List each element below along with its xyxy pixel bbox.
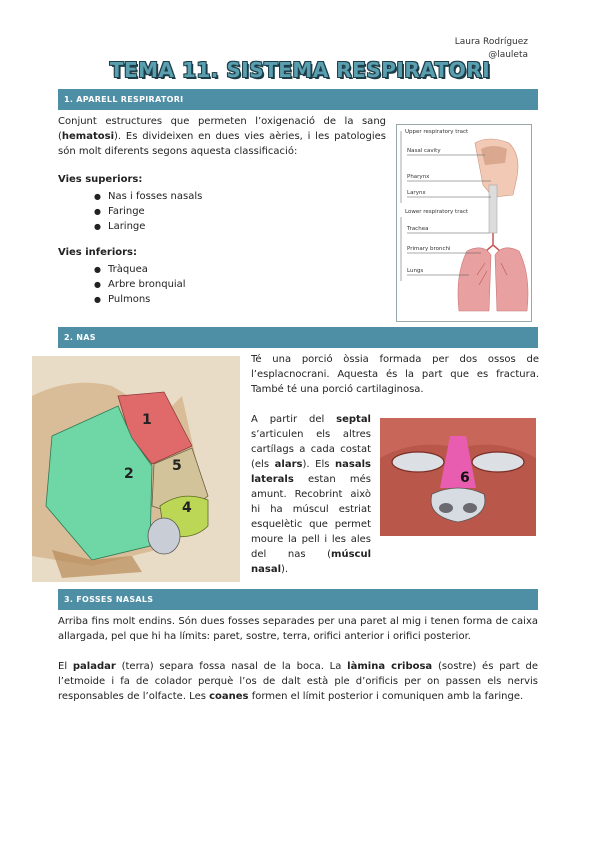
list-item: ● Laringe [94, 219, 202, 234]
section-header-1: 1. APARELL RESPIRATORI [58, 89, 538, 110]
upper-airways-list [58, 189, 202, 234]
figure-number-4: 4 [182, 500, 192, 516]
label-trachea: Trachea [407, 226, 429, 232]
section-header-2: 2. NAS [58, 327, 538, 348]
lower-airways-title: Vies inferiors: [58, 247, 137, 258]
list-item: ● Pulmons [94, 292, 186, 307]
label-pharynx: Pharynx [407, 174, 430, 180]
author-handle: @lauleta [488, 50, 528, 60]
section-3-paragraph-2: El paladar (terra) separa fossa nasal de la boca. La làmina cribosa (sostre) és part de l’etmoide i fa de colador perquè l’os de dalt està ple d’orificis per on passen els nervis responsables de l’olfacte. Les coanes formen el límit posterior i comuniquen amb la faringe. [58, 661, 538, 702]
nasal-skeleton-illustration [32, 356, 240, 582]
label-larynx: Larynx [407, 190, 426, 196]
figure-number-1: 1 [142, 412, 152, 428]
label-nasal: Nasal cavity [407, 148, 441, 154]
label-bronchi: Primary bronchi [407, 246, 451, 252]
section-2-paragraph-2: A partir del septal s’articulen els altres cartílags a cada costat (els alars). Els nasals laterals estan més amunt. Recobrint això hi ha múscul estriat esquelètic que permet moure la pell i les ales del nas (múscul nasal). [251, 414, 371, 575]
list-item: ● Nas i fosses nasals [94, 189, 202, 204]
upper-airways-title: Vies superiors: [58, 174, 143, 185]
figure-number-5: 5 [172, 458, 182, 474]
nasal-muscle-figure [380, 418, 536, 536]
section-3-paragraph-1: Arriba fins molt endins. Són dues fosses separades per una paret al mig i tenen forma de caixa allargada, pel que hi ha límits: paret, sostre, terra, orifici anterior i orifici posterior. [58, 616, 538, 642]
section-1-intro: Conjunt estructures que permeten l’oxigenació de la sang (hematosi). Es divideixen en dues vies aèries, i les patologies són molt diferents segons aquesta classificació: [58, 116, 386, 157]
list-item: ● Arbre bronquial [94, 277, 186, 292]
respiratory-tract-figure [396, 124, 532, 322]
page-title: TEMA 11. SISTEMA RESPIRATORI [109, 58, 491, 82]
nasal-muscle-illustration [380, 418, 536, 536]
section-2-paragraph-1: Té una porció òssia formada per dos ossos de l’esplacnocrani. Aquesta és la part que es fractura. També té una porció cartilaginosa. [251, 354, 539, 395]
list-item: ● Faringe [94, 204, 202, 219]
respiratory-tract-illustration [397, 125, 531, 321]
figure-number-6: 6 [460, 470, 470, 486]
lower-airways-list [58, 262, 186, 307]
author-name: Laura Rodríguez [454, 37, 528, 47]
label-lower-tract: Lower respiratory tract [405, 209, 469, 215]
label-lungs: Lungs [407, 268, 424, 274]
label-upper-tract: Upper respiratory tract [405, 129, 469, 135]
figure-number-2: 2 [124, 466, 134, 482]
list-item: ● Tràquea [94, 262, 186, 277]
nasal-skeleton-figure [32, 356, 240, 582]
section-header-3: 3. FOSSES NASALS [58, 589, 538, 610]
